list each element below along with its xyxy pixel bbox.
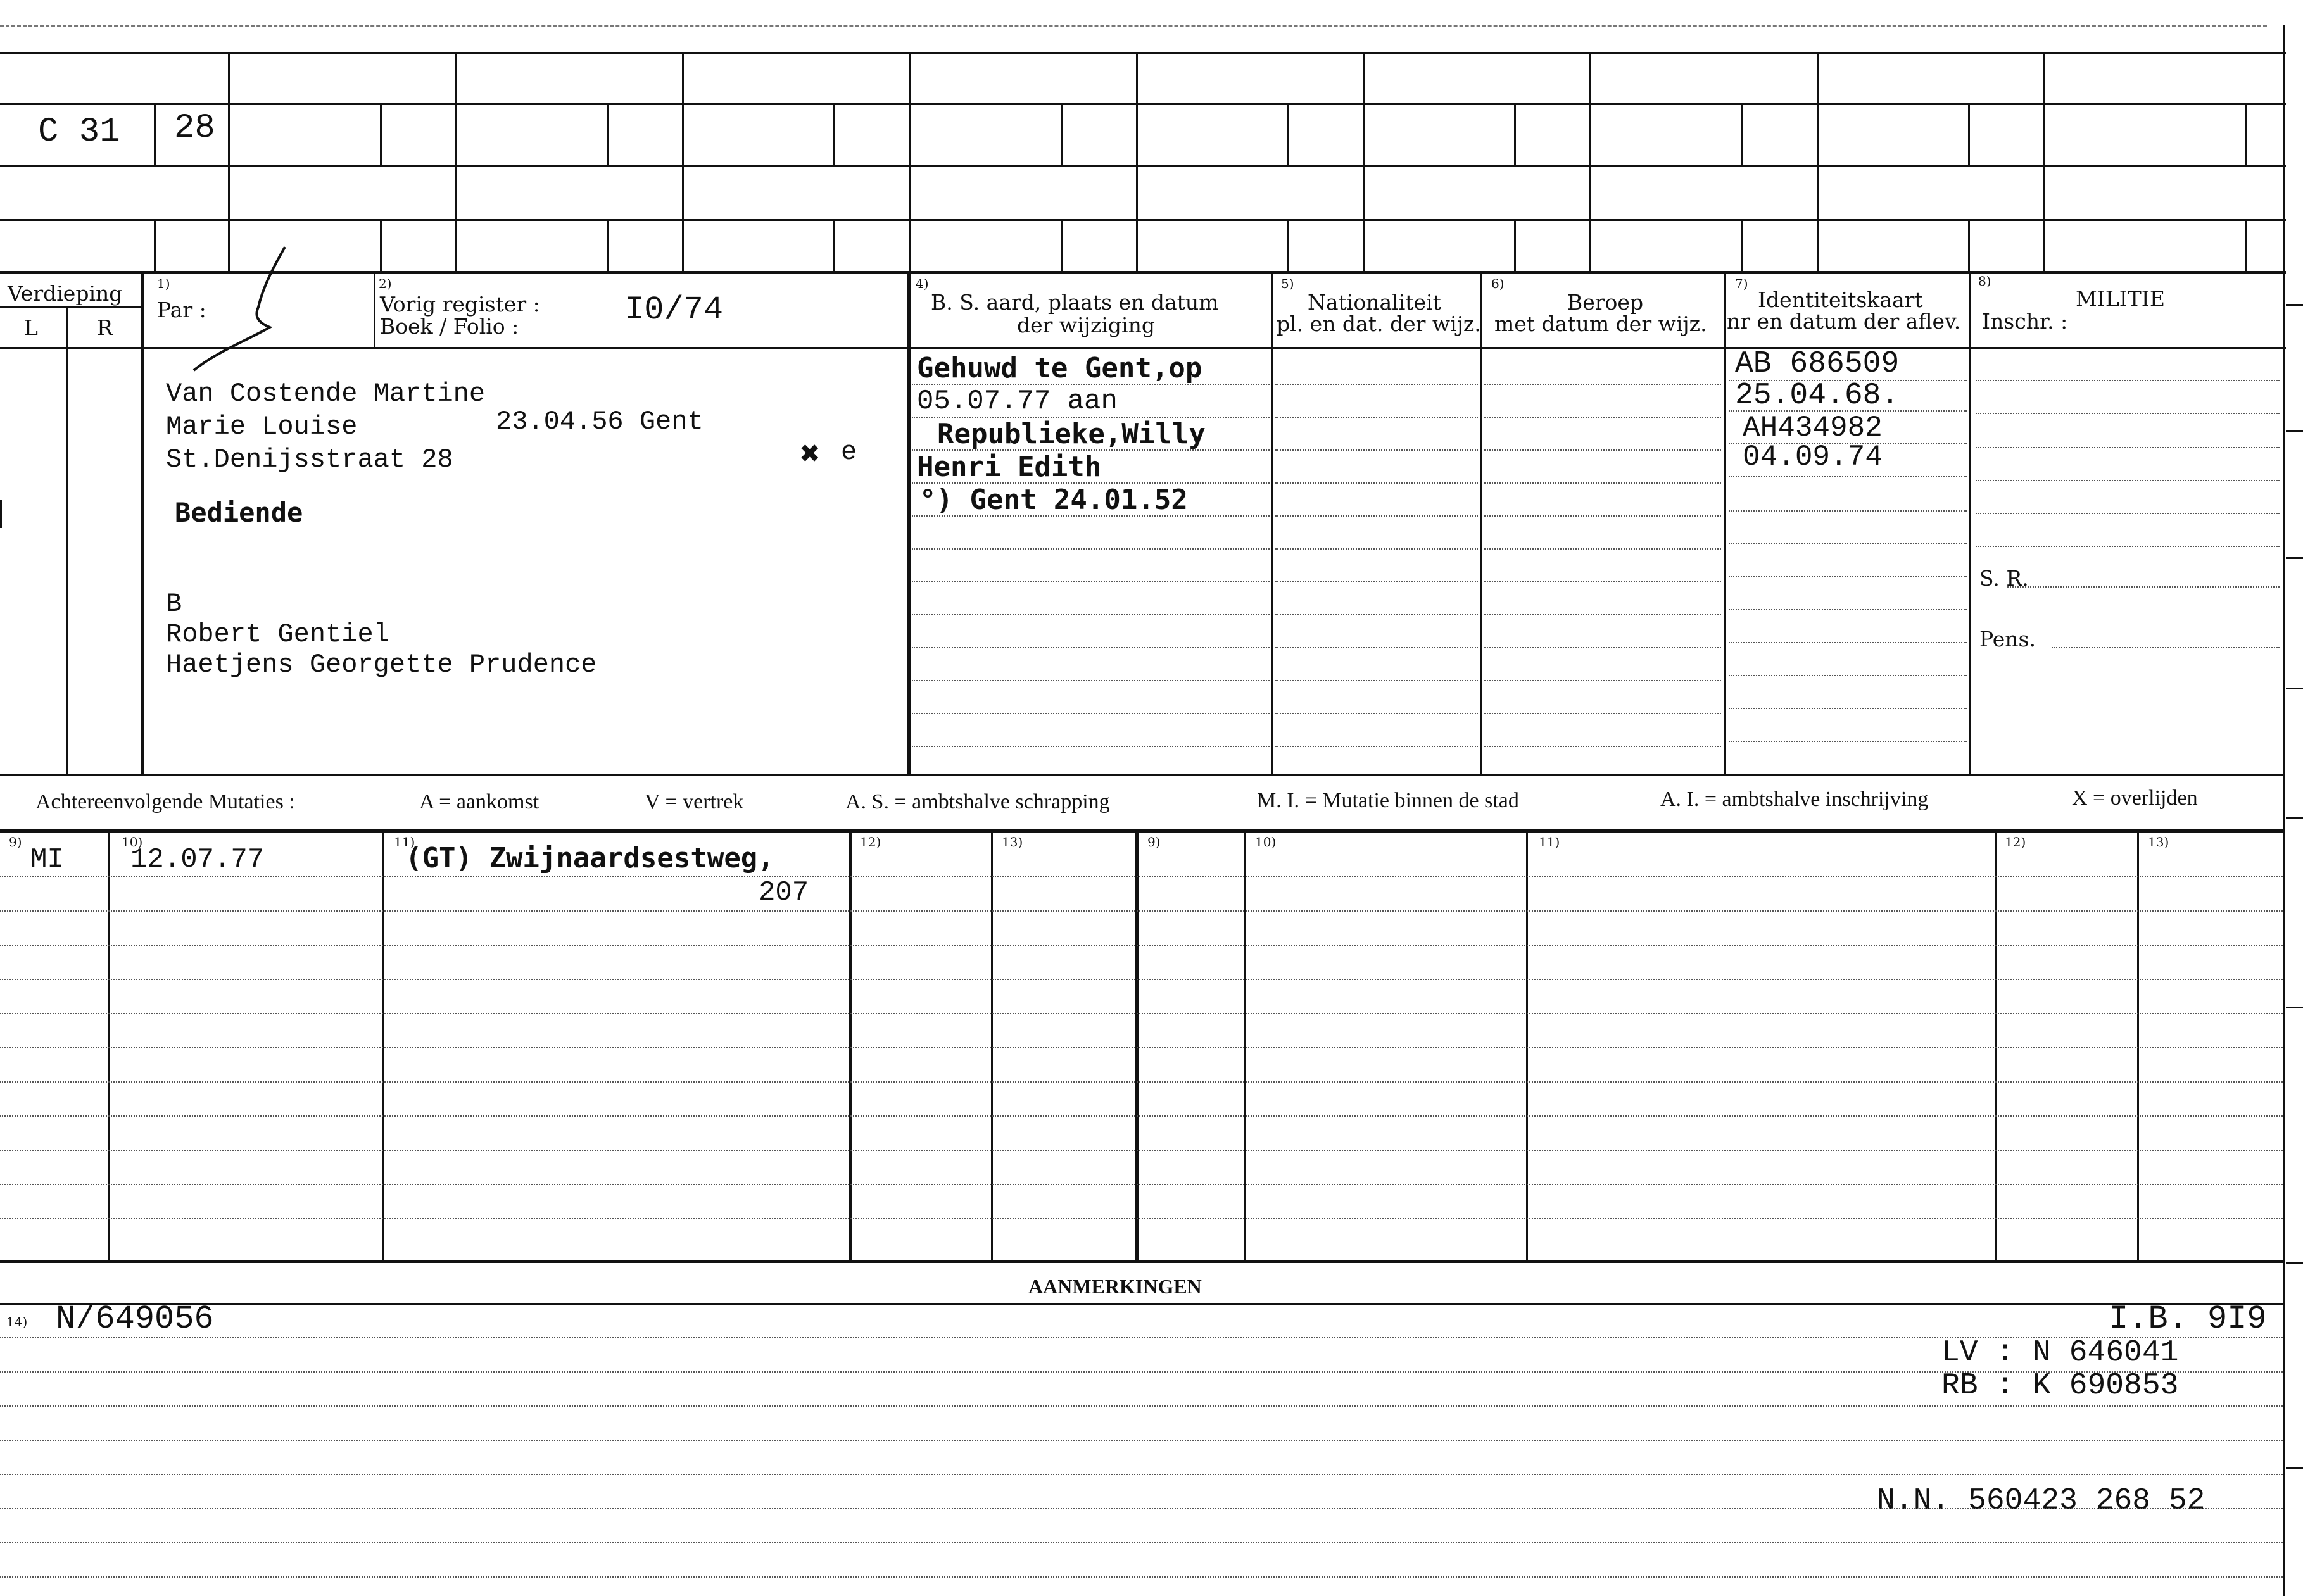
dotted-line	[1484, 548, 1721, 550]
civil-change-line3: Republieke,Willy	[937, 418, 1206, 450]
dotted-line	[1275, 614, 1478, 615]
mutation-address-line1: (GT) Zwijnaardsestweg,	[405, 842, 774, 874]
col6-number: 6)	[1491, 276, 1505, 291]
grid-line	[1514, 219, 1516, 272]
top-edge	[0, 25, 2267, 27]
dotted-line	[1484, 647, 1721, 648]
dotted-line	[1275, 713, 1478, 714]
mut-col-11b: 11)	[1539, 834, 1560, 850]
person-name-line2: Marie Louise	[166, 412, 358, 442]
par-label: Par :	[157, 298, 206, 322]
dotted-line	[0, 1440, 2283, 1441]
grid-line	[2245, 103, 2247, 165]
grid-line	[2245, 219, 2247, 272]
grid-line	[455, 52, 457, 272]
vorig-register-label: Vorig register :	[380, 292, 540, 317]
grid-line	[607, 103, 609, 165]
pens-label: Pens.	[1979, 627, 2036, 651]
grid-line	[1968, 103, 1970, 165]
grid-line	[1995, 831, 1997, 1262]
dotted-line	[912, 548, 1270, 550]
grid-line	[0, 271, 2286, 274]
legend-ambtshalve-schrapping: A. S. = ambtshalve schrapping	[845, 790, 1110, 814]
dotted-line	[0, 876, 2283, 877]
grid-line	[1968, 219, 1970, 272]
grid-line	[849, 831, 852, 1262]
grid-line	[1969, 272, 1971, 774]
dotted-line	[1976, 447, 2280, 448]
grid-line	[0, 774, 2283, 776]
margin-tick	[2286, 688, 2303, 689]
grid-line	[1363, 52, 1365, 272]
col7-number: 7)	[1735, 276, 1748, 291]
dotted-line	[912, 614, 1270, 615]
dotted-line	[0, 1576, 2283, 1578]
margin-tick	[2286, 1467, 2303, 1469]
dotted-line	[1484, 746, 1721, 747]
remarks-lv: LV : N 646041	[1941, 1336, 2179, 1370]
mutation-type: MI	[30, 844, 64, 876]
address: St.Denijsstraat 28	[166, 444, 453, 475]
remarks-ib: I.B. 9I9	[2109, 1300, 2267, 1338]
grid-line	[1061, 219, 1063, 272]
dotted-line	[1484, 417, 1721, 418]
margin-tick	[2286, 817, 2303, 819]
verdieping-left: L	[24, 315, 38, 340]
dotted-line	[0, 945, 2283, 946]
grid-line	[0, 165, 2286, 167]
stamp-mark-icon: ✖	[799, 439, 821, 468]
grid-line	[833, 103, 835, 165]
dotted-line	[912, 713, 1270, 714]
grid-line	[1741, 219, 1743, 272]
grid-line	[0, 103, 2286, 105]
civil-change-line5: °) Gent 24.01.52	[919, 484, 1188, 516]
col2-number: 2)	[379, 276, 392, 291]
civil-change-line2: 05.07.77 aan	[917, 386, 1118, 417]
militie-label: MILITIE	[2076, 286, 2165, 311]
dotted-line	[1484, 449, 1721, 451]
margin-tick	[2286, 1262, 2303, 1264]
dotted-line	[0, 1405, 2283, 1407]
mutation-date: 12.07.77	[130, 844, 265, 876]
mark-e: e	[841, 437, 857, 467]
dotted-line	[1275, 515, 1478, 517]
dotted-line	[0, 1184, 2283, 1185]
grid-line	[66, 306, 68, 775]
grid-line	[228, 52, 230, 272]
grid-line	[0, 347, 2286, 349]
bs-aard-label: B. S. aard, plaats en datum	[931, 290, 1219, 315]
grid-line	[991, 831, 993, 1262]
dotted-line	[2052, 647, 2280, 648]
dotted-line	[0, 1371, 2283, 1373]
dotted-line	[1976, 380, 2280, 381]
mother-name: Haetjens Georgette Prudence	[166, 650, 597, 680]
remarks-title: AANMERKINGEN	[1028, 1275, 1202, 1298]
mut-col-10: 10)	[122, 834, 143, 850]
margin-mark	[0, 500, 2, 528]
dotted-line	[1484, 581, 1721, 582]
dotted-line	[1729, 609, 1967, 610]
dotted-line	[1275, 548, 1478, 550]
grid-line	[1526, 831, 1528, 1262]
sr-label: S. R.	[1979, 566, 2029, 591]
margin-tick	[2286, 430, 2303, 432]
grid-line	[380, 103, 382, 165]
dotted-line	[0, 1115, 2283, 1117]
col8-number: 8)	[1978, 273, 1991, 289]
grid-line	[907, 272, 911, 774]
margin-tick	[2286, 304, 2303, 306]
dotted-line	[1976, 413, 2280, 414]
dotted-line	[0, 1542, 2283, 1543]
grid-line	[0, 219, 2286, 221]
dotted-line	[1484, 713, 1721, 714]
dotted-line	[1275, 746, 1478, 747]
grid-line	[1724, 272, 1726, 774]
id-card-number-1: AB 686509	[1735, 347, 1900, 381]
beroep-label: Beroep	[1567, 290, 1644, 315]
dotted-line	[912, 581, 1270, 582]
vorig-register-value: I0/74	[624, 291, 724, 329]
dotted-line	[1976, 513, 2280, 514]
dotted-line	[0, 1337, 2283, 1338]
grid-line	[0, 1303, 2283, 1305]
nationaliteit-label-2: pl. en dat. der wijz.	[1277, 311, 1481, 336]
dotted-line	[1976, 546, 2280, 547]
top-number: 28	[174, 109, 215, 148]
dotted-line	[1729, 741, 1967, 742]
grid-line	[1287, 219, 1289, 272]
margin-tick	[2286, 1007, 2303, 1008]
dotted-line	[1484, 384, 1721, 385]
grid-line	[154, 103, 156, 165]
dotted-line	[0, 1047, 2283, 1048]
dotted-line	[1729, 708, 1967, 709]
legend-vertrek: V = vertrek	[645, 790, 744, 814]
grid-line	[682, 52, 684, 272]
dotted-line	[1275, 449, 1478, 451]
dotted-line	[0, 1150, 2283, 1151]
grid-line	[382, 831, 384, 1262]
verdieping-label: Verdieping	[8, 281, 123, 306]
grid-line	[380, 219, 382, 272]
dotted-line	[0, 1474, 2283, 1475]
dotted-line	[1275, 417, 1478, 418]
dotted-line	[1275, 384, 1478, 385]
mut-col-12b: 12)	[2005, 834, 2026, 850]
grid-line	[0, 52, 2286, 54]
dotted-line	[1729, 543, 1967, 544]
remarks-reference: N/649056	[56, 1300, 214, 1338]
grid-line	[909, 52, 911, 272]
id-card-date-1: 25.04.68.	[1735, 379, 1900, 413]
margin-tick	[2286, 557, 2303, 559]
legend-overlijden: X = overlijden	[2072, 786, 2198, 810]
col5-number: 5)	[1281, 276, 1294, 291]
dotted-line	[1976, 480, 2280, 481]
occupation: Bediende	[175, 497, 303, 528]
id-card-date-2: 04.09.74	[1743, 441, 1883, 474]
dotted-line	[912, 647, 1270, 648]
dotted-line	[1275, 581, 1478, 582]
civil-change-line1: Gehuwd te Gent,op	[917, 352, 1202, 384]
mut-col-9b: 9)	[1147, 834, 1161, 850]
father-name: Robert Gentiel	[166, 619, 389, 650]
grid-line	[1135, 831, 1139, 1262]
remarks-rb: RB : K 690853	[1941, 1369, 2179, 1403]
dotted-line	[912, 746, 1270, 747]
mut-col-13b: 13)	[2148, 834, 2169, 850]
dotted-line	[0, 910, 2283, 912]
dotted-line	[1484, 680, 1721, 681]
grid-line	[1244, 831, 1246, 1262]
dotted-line	[0, 979, 2283, 980]
grid-line	[607, 219, 609, 272]
dotted-line	[1729, 675, 1967, 676]
bs-aard-label-2: der wijziging	[1017, 313, 1155, 337]
mut-col-13: 13)	[1002, 834, 1023, 850]
dotted-line	[2007, 586, 2280, 588]
birth-date-place: 23.04.56 Gent	[496, 406, 704, 437]
dotted-line	[1484, 482, 1721, 484]
grid-line	[0, 306, 141, 308]
grid-line	[833, 219, 835, 272]
identiteitskaart-label: Identiteitskaart	[1758, 287, 1923, 312]
dotted-line	[0, 1218, 2283, 1219]
dotted-line	[1484, 614, 1721, 615]
col1-number: 1)	[157, 276, 170, 291]
mutation-address-line2: 207	[759, 877, 809, 908]
dotted-line	[1729, 510, 1967, 512]
mut-col-11: 11)	[394, 834, 415, 850]
grid-line	[1271, 272, 1273, 774]
grid-line	[141, 272, 144, 774]
grid-line	[1741, 103, 1743, 165]
dotted-line	[0, 1081, 2283, 1083]
mutations-title: Achtereenvolgende Mutaties :	[35, 790, 295, 814]
grid-line	[2043, 52, 2045, 272]
remarks-nn: N.N. 560423 268 52	[1877, 1484, 2205, 1518]
nationaliteit-label: Nationaliteit	[1308, 290, 1441, 315]
check-mark	[190, 244, 291, 374]
letter-b: B	[166, 589, 182, 619]
dotted-line	[1729, 576, 1967, 577]
grid-line	[2137, 831, 2139, 1262]
mut-col-10b: 10)	[1255, 834, 1277, 850]
beroep-label-2: met datum der wijz.	[1494, 311, 1707, 336]
civil-change-line4: Henri Edith	[917, 451, 1102, 483]
identiteitskaart-label-2: nr en datum der aflev.	[1727, 309, 1961, 334]
grid-line	[1061, 103, 1063, 165]
grid-line	[1480, 272, 1482, 774]
grid-line	[108, 831, 110, 1262]
person-name-line1: Van Costende Martine	[166, 379, 486, 409]
grid-line	[1136, 52, 1138, 272]
grid-line	[154, 219, 156, 272]
dotted-line	[912, 680, 1270, 681]
legend-mutatie-binnen-stad: M. I. = Mutatie binnen de stad	[1257, 789, 1519, 812]
dotted-line	[1275, 680, 1478, 681]
legend-aankomst: A = aankomst	[419, 790, 539, 814]
id-card-number-2: AH434982	[1743, 412, 1883, 444]
inschr-label: Inschr. :	[1982, 309, 2068, 334]
dotted-line	[1275, 647, 1478, 648]
grid-line	[1287, 103, 1289, 165]
dotted-line	[1729, 476, 1967, 477]
grid-line	[0, 829, 2283, 833]
boek-folio-label: Boek / Folio :	[380, 314, 519, 339]
dotted-line	[0, 1508, 2283, 1509]
dotted-line	[1275, 482, 1478, 484]
dotted-line	[1729, 642, 1967, 643]
mut-col-12: 12)	[860, 834, 881, 850]
col4-number: 4)	[916, 276, 929, 291]
dotted-line	[1484, 515, 1721, 517]
grid-line	[1817, 52, 1819, 272]
verdieping-right: R	[97, 315, 113, 340]
grid-line	[0, 1260, 2283, 1263]
grid-line	[1514, 103, 1516, 165]
remarks-number: 14)	[6, 1314, 28, 1329]
grid-line	[374, 272, 375, 347]
mut-col-9: 9)	[9, 834, 22, 850]
right-edge	[2283, 25, 2285, 1596]
legend-ambtshalve-inschrijving: A. I. = ambtshalve inschrijving	[1660, 788, 1929, 811]
grid-line	[1589, 52, 1591, 272]
dotted-line	[0, 1013, 2283, 1014]
top-code: C 31	[38, 113, 120, 151]
